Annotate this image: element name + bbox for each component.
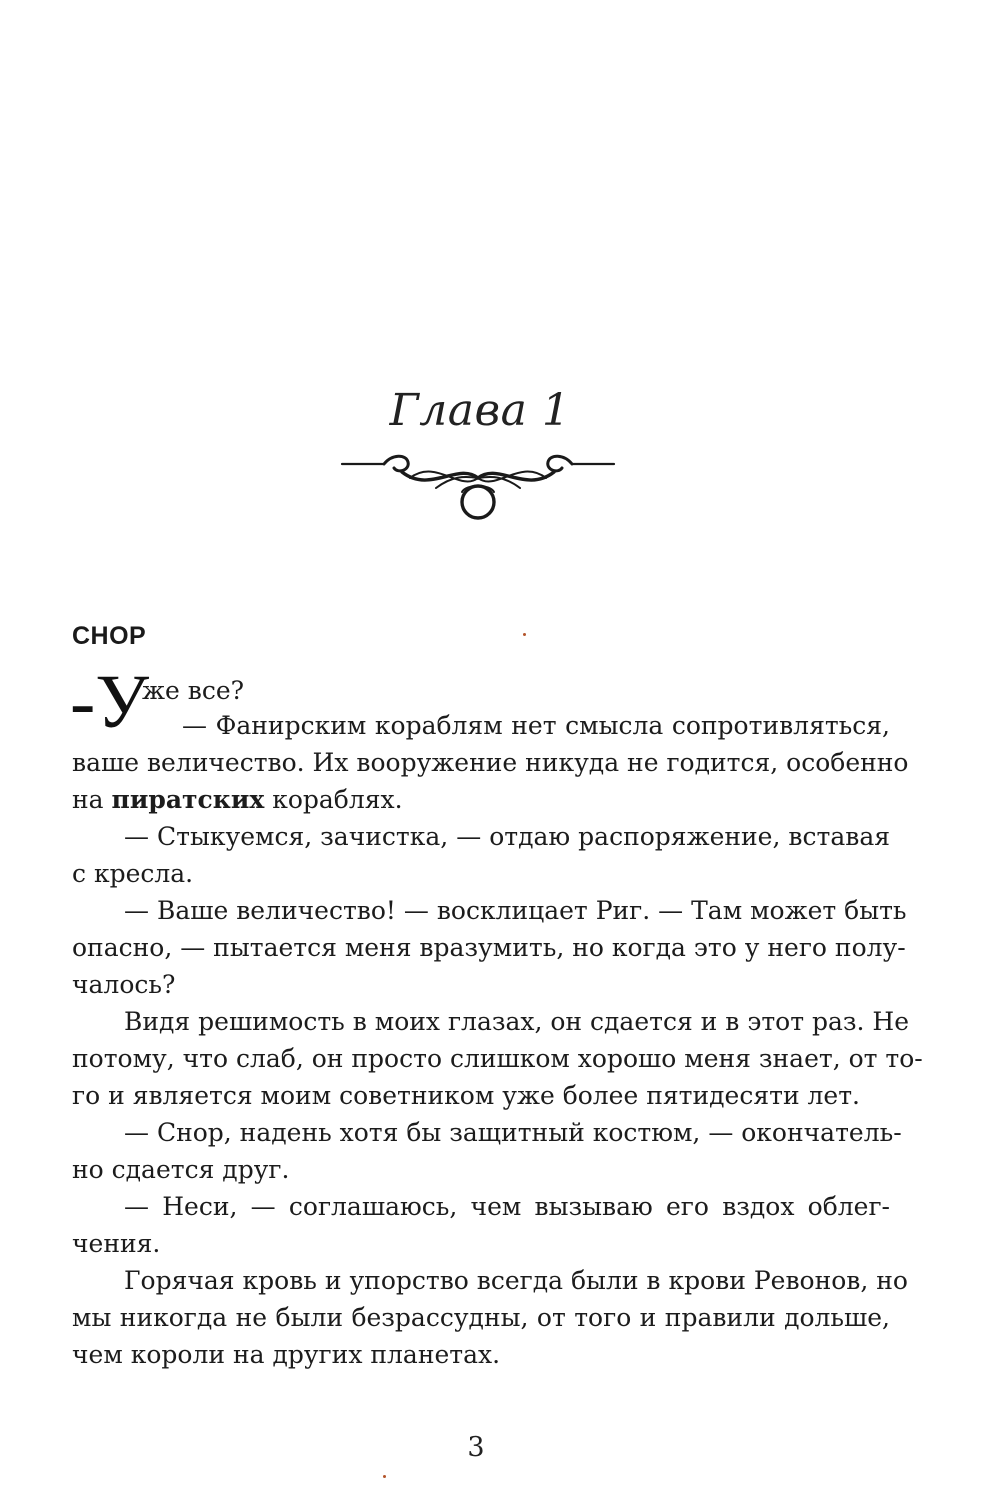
text-line: — Стыкуемся, зачистка, — отдаю распоряжение, вставая — [124, 822, 890, 851]
text-line: мы никогда не были безрассудны, от того и правили дольше, — [72, 1303, 890, 1332]
text-line: чалось? — [72, 970, 176, 999]
opening-words: же все? — [142, 676, 245, 705]
text-line: ваше величество. Их вооружение никуда не годится, особенно — [72, 748, 909, 777]
text-line: — Снор, надень хотя бы защитный костюм, — окончатель- — [124, 1118, 902, 1147]
chapter-title: Глава 1 — [389, 385, 571, 436]
text-line: Видя решимость в моих глазах, он сдается и в этот раз. Не — [124, 1007, 910, 1036]
text-line: но сдается друг. — [72, 1155, 290, 1184]
text-line: опасно, — пытается меня вразумить, но когда это у него полу- — [72, 933, 906, 962]
text-line: — Ваше величество! — восклицает Риг. — Там может быть — [124, 896, 907, 925]
text-fragment: кораблях. — [272, 785, 403, 814]
scan-speck — [523, 633, 526, 636]
text-line: чем короли на других планетах. — [72, 1340, 501, 1369]
text-line: потому, что слаб, он просто слишком хорошо меня знает, от то- — [72, 1044, 923, 1073]
text-line: с кресла. — [72, 859, 194, 888]
page-number: 3 — [467, 1432, 485, 1463]
text-line: — Неси, — соглашаюсь, чем вызываю его вздох облег- — [124, 1192, 890, 1221]
scan-speck — [383, 1475, 386, 1478]
section-heading: СНОР — [72, 622, 147, 650]
text-line — [72, 781, 890, 818]
flourish-divider-icon — [340, 448, 616, 524]
text-line: — Фанирским кораблям нет смысла сопротивляться, — [182, 711, 890, 740]
text-line: Горячая кровь и упорство всегда были в крови Ревонов, но — [124, 1266, 908, 1295]
text-line: го и является моим советником уже более пятидесяти лет. — [72, 1081, 861, 1110]
drop-cap: -У — [70, 660, 150, 744]
body-text — [70, 660, 923, 1373]
text-fragment: на — [72, 785, 104, 814]
bold-word: пиратских — [111, 785, 265, 814]
text-line: чения. — [72, 1229, 161, 1258]
